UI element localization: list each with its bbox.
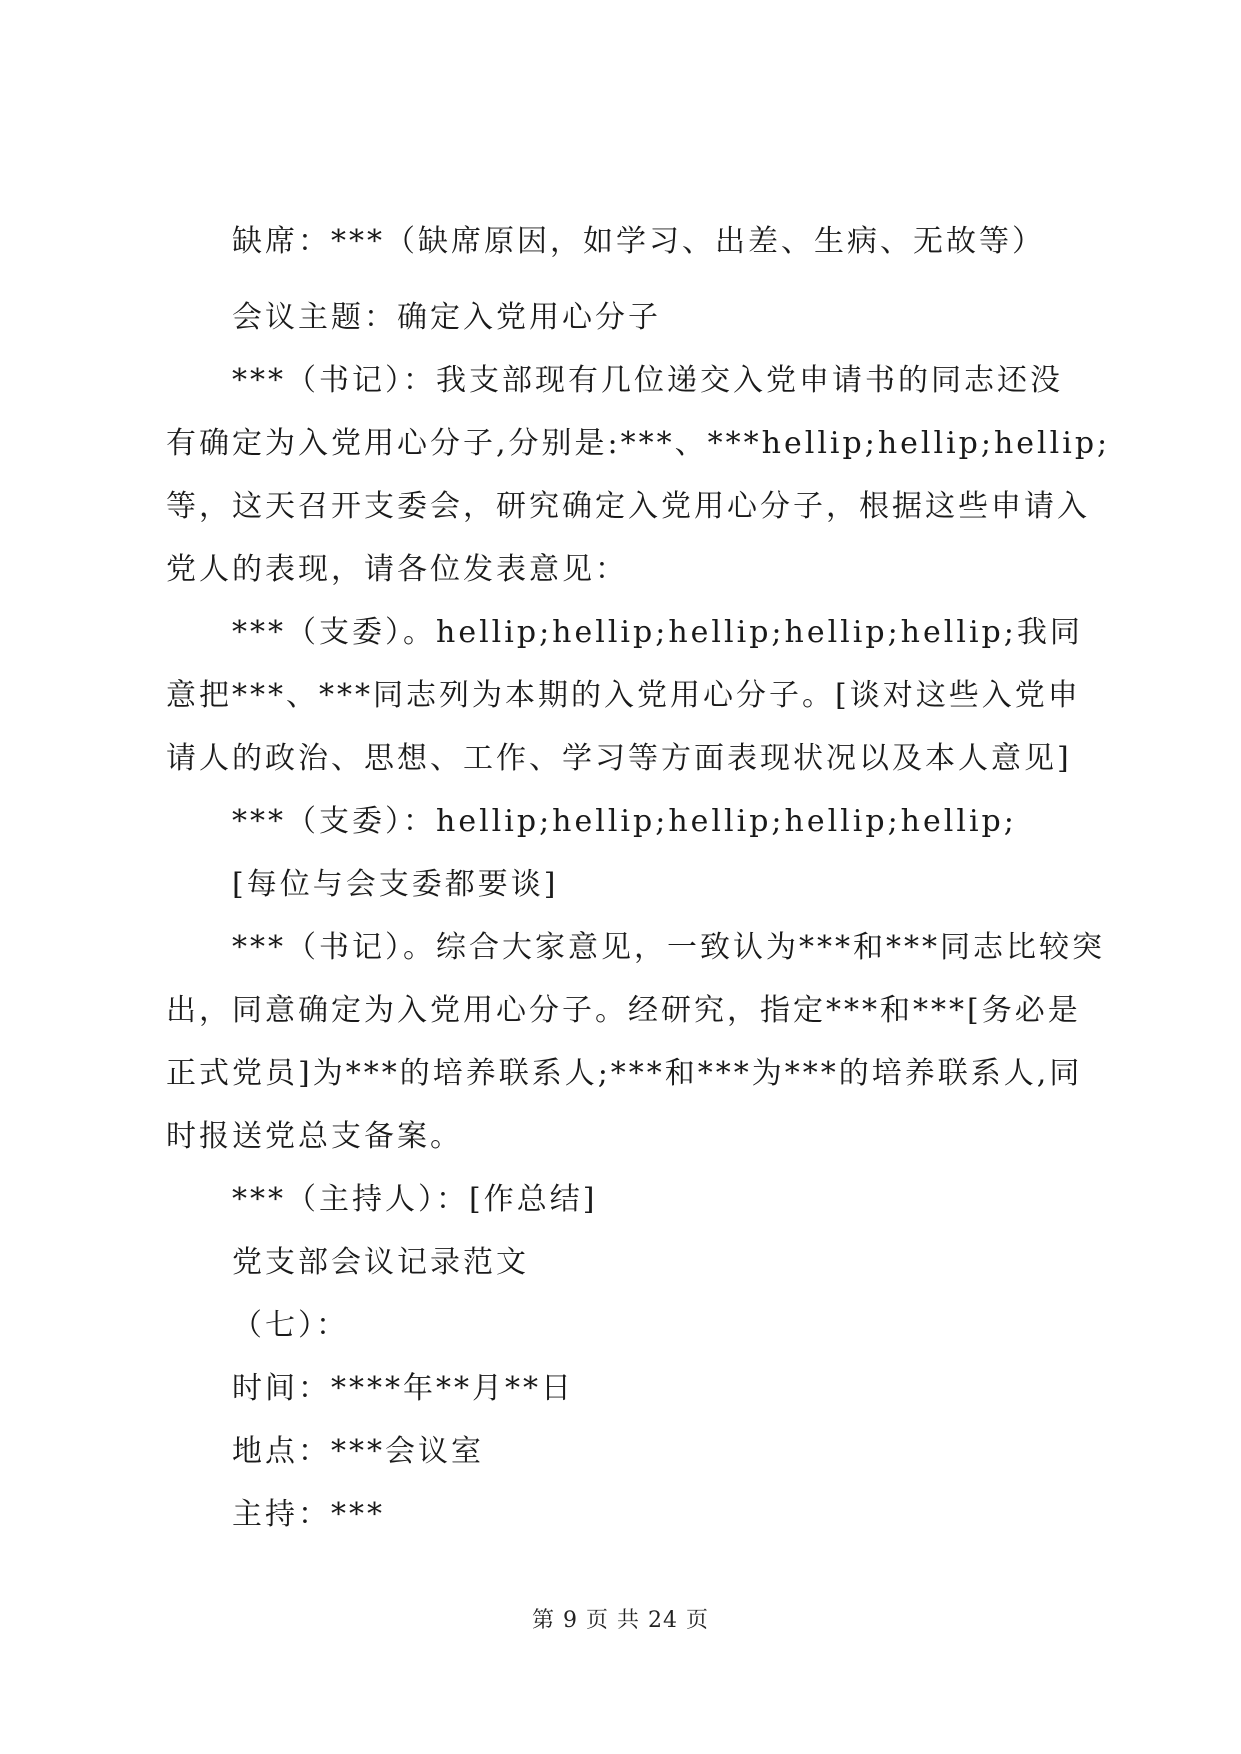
text-line: 时间：****年**月**日 [232, 1371, 574, 1406]
text-line: ***（支委）。hellip;hellip;hellip;hellip;hellip;我同 [232, 615, 1083, 650]
section-number: （七）： [232, 1308, 349, 1343]
text-line: 时报送党总支备案。 [166, 1119, 463, 1154]
text-line: 地点：***会议室 [232, 1434, 484, 1469]
text-line: 有确定为入党用心分子,分别是:***、***hellip;hellip;hellip; [166, 426, 1111, 461]
text-line: 党人的表现，请各位发表意见： [166, 552, 628, 587]
text-line: 出，同意确定为入党用心分子。经研究，指定***和***[务必是 [166, 993, 1081, 1028]
text-line: ***（书记）。综合大家意见，一致认为***和***同志比较突 [232, 930, 1105, 965]
text-line: 缺席：***（缺席原因，如学习、出差、生病、无故等） [232, 224, 1045, 259]
section-title: 党支部会议记录范文 [232, 1245, 529, 1280]
text-line: ***（支委）：hellip;hellip;hellip;hellip;hellip; [232, 804, 1017, 839]
text-line: 正式党员]为***的培养联系人;***和***为***的培养联系人,同 [166, 1056, 1083, 1091]
text-line: 意把***、***同志列为本期的入党用心分子。[谈对这些入党申 [166, 678, 1081, 713]
page-number-footer: 第 9 页 共 24 页 [532, 1608, 709, 1633]
text-line: 请人的政治、思想、工作、学习等方面表现状况以及本人意见] [166, 741, 1072, 776]
text-line: 等，这天召开支委会，研究确定入党用心分子，根据这些申请入 [166, 489, 1090, 524]
text-line: ***（主持人）：[作总结] [232, 1182, 598, 1217]
text-line: [每位与会支委都要谈] [232, 867, 559, 902]
text-line: 会议主题：确定入党用心分子 [232, 300, 661, 335]
text-line: ***（书记）：我支部现有几位递交入党申请书的同志还没 [232, 363, 1063, 398]
text-line: 主持：*** [232, 1497, 385, 1532]
